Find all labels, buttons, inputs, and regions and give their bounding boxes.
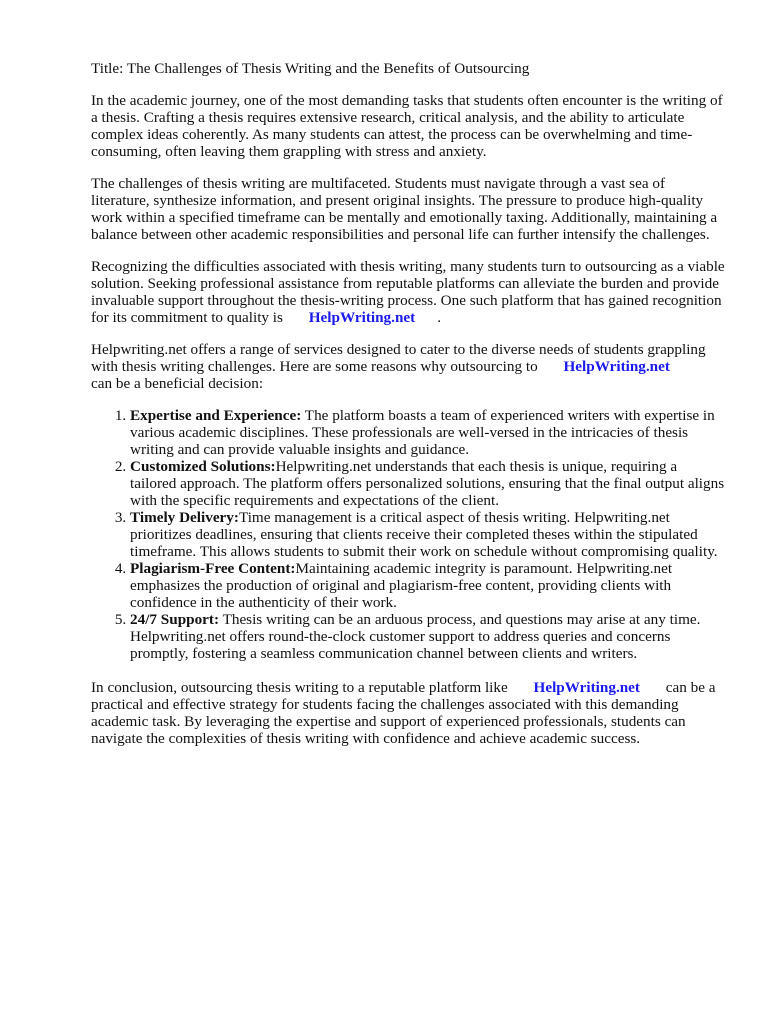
paragraph-conclusion-end: can be a practical and effective strategy for students facing the challenges associated with this demanding academic task. By leveraging the expertise and support of experienced professionals, students can navigate the complexities of thesis writing with confidence and achieve academic success. [91,679,716,747]
list-item-title: Timely Delivery: [130,509,239,526]
list-item-title: Customized Solutions: [130,458,276,475]
list-item-title: Plagiarism-Free Content: [130,560,296,577]
list-item-text: Time management is a critical aspect of thesis writing. Helpwriting.net prioritizes deadlines, ensuring that clients receive their completed theses within the stipulated timeframe. This allows students to submit their work on schedule without compromising quality. [130,509,718,560]
list-item-text: Thesis writing can be an arduous process, and questions may arise at any time. Helpwriting.net offers round-the-clock customer support to address queries and concerns promptly, fostering a seamless communication channel between clients and writers. [130,611,701,662]
helpwriting-link-1[interactable]: HelpWriting.net [308,309,416,326]
list-item [130,458,727,509]
paragraph-outsourcing-end: . [437,309,441,326]
list-item [130,509,727,560]
document-page [91,60,727,762]
paragraph-services-text: Helpwriting.net offers a range of services designed to cater to the diverse needs of students grappling with thesis writing challenges. Here are some reasons why outsourcing to [91,341,706,375]
list-item [130,611,727,662]
paragraph-outsourcing [91,258,727,326]
paragraph-intro: In the academic journey, one of the most demanding tasks that students often encounter is the writing of a thesis. Crafting a thesis requires extensive research, critical analysis, and the ability to articulate complex ideas coherently. As many students can attest, the process can be overwhelming and time-consuming, often leaving them grappling with stress and anxiety. [91,92,723,160]
list-item-title: 24/7 Support: [130,611,220,628]
list-item-text: Helpwriting.net understands that each thesis is unique, requiring a tailored approach. The platform offers personalized solutions, ensuring that the final output aligns with the specific requirements and expectations of the client. [130,458,725,509]
helpwriting-link-2[interactable]: HelpWriting.net [563,358,670,375]
helpwriting-link-3[interactable]: HelpWriting.net [533,679,640,696]
paragraph-challenges: The challenges of thesis writing are multifaceted. Students must navigate through a vast sea of literature, synthesize information, and present original insights. The pressure to produce high-quality work within a specified timeframe can be mentally and emotionally taxing. Additionally, maintaining a balance between other academic responsibilities and personal life can further intensify the challenges. [91,175,718,243]
paragraph-services-end: can be a beneficial decision: [91,375,264,392]
list-item-title: Expertise and Experience: [130,407,302,424]
list-item [130,407,727,458]
list-item-text: The platform boasts a team of experienced writers with expertise in various academic disciplines. These professionals are well-versed in the intricacies of thesis writing and can provide valuable insights and guidance. [130,407,715,458]
paragraph-conclusion-start: In conclusion, outsourcing thesis writing to a reputable platform like [91,679,508,696]
document-title: Title: The Challenges of Thesis Writing and the Benefits of Outsourcing [91,60,530,77]
list-item [130,560,727,611]
list-item-text: Maintaining academic integrity is paramount. Helpwriting.net emphasizes the production of original and plagiarism-free content, providing clients with confidence in the authenticity of their work. [130,560,673,611]
reasons-list [91,407,727,662]
paragraph-conclusion [91,679,727,747]
paragraph-outsourcing-text: Recognizing the difficulties associated with thesis writing, many students turn to outsourcing as a viable solution. Seeking professional assistance from reputable platforms can alleviate the burden and provide invaluable support throughout the thesis-writing process. One such platform that has gained recognition for its commitment to quality is [91,258,725,326]
paragraph-services [91,341,727,392]
